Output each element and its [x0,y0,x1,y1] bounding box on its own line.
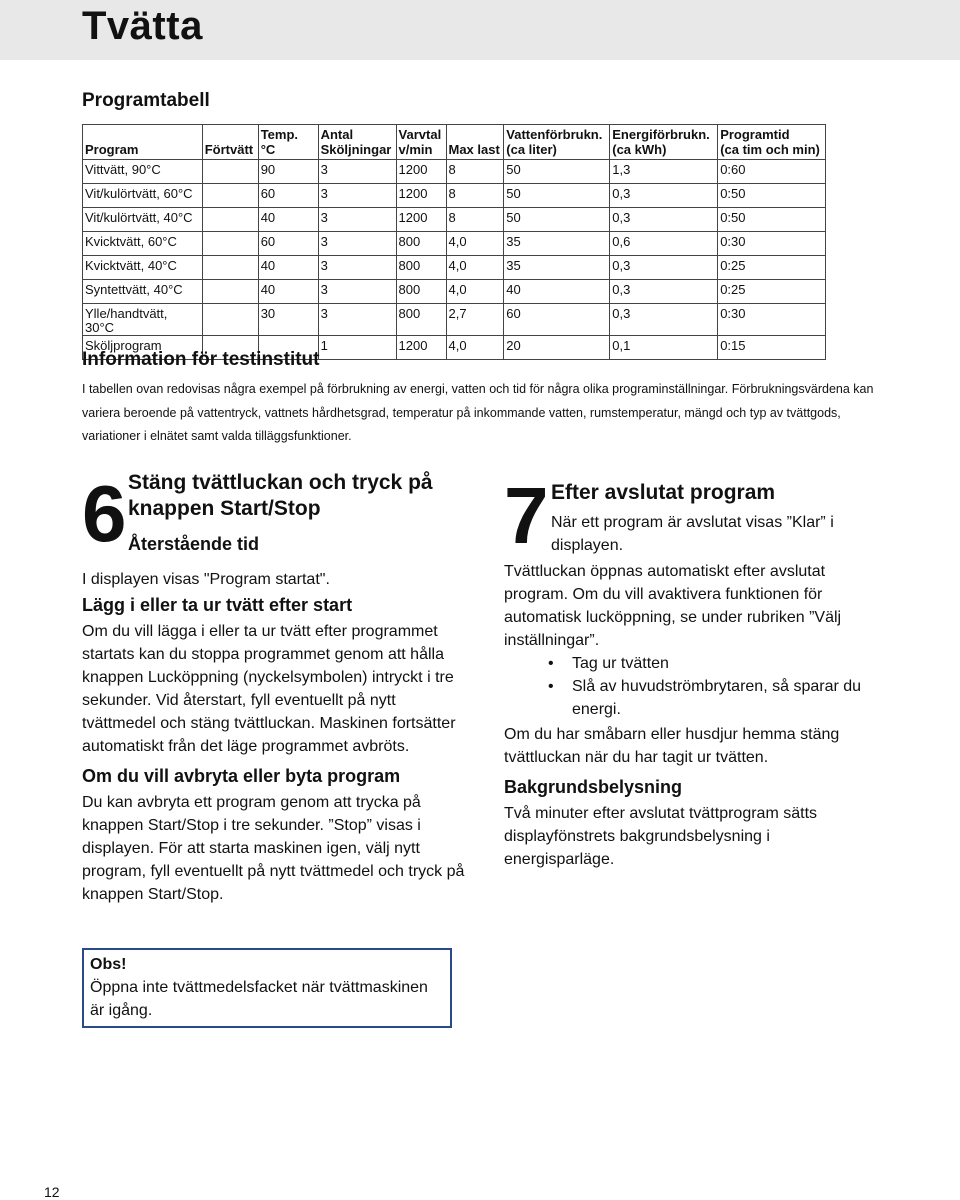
table-cell: 0,3 [610,304,718,336]
table-cell: 1200 [396,208,446,232]
add-remove-heading: Lägg i eller ta ur tvätt efter start [82,595,353,615]
table-cell: 50 [504,208,610,232]
step-7-section [504,470,884,871]
table-cell: 0,3 [610,280,718,304]
table-cell [202,304,258,336]
table-header-cell: Vattenförbrukn. (ca liter) [504,125,610,160]
step-6-number: 6 [82,469,127,558]
table-cell: Kvicktvätt, 60°C [83,232,203,256]
table-row [83,256,826,280]
table-header-cell: Förtvätt [202,125,258,160]
table-cell: 4,0 [446,336,504,360]
table-cell: 40 [258,280,318,304]
table-cell: 800 [396,280,446,304]
table-header-cell: Max last [446,125,504,160]
table-header-cell: Energiförbrukn. (ca kWh) [610,125,718,160]
table-row [83,160,826,184]
table-cell: 1 [318,336,396,360]
table-cell: 0:15 [718,336,826,360]
table-cell: 40 [258,208,318,232]
table-cell: 0:30 [718,304,826,336]
table-cell: 0:50 [718,208,826,232]
table-cell: 3 [318,160,396,184]
table-cell: 35 [504,232,610,256]
backlight-heading: Bakgrundsbelysning [504,777,683,797]
table-cell: 0,1 [610,336,718,360]
step-7-intro: När ett program är avslutat visas ”Klar” i displayen. [551,514,834,554]
table-cell [202,280,258,304]
table-cell: 0:60 [718,160,826,184]
table-cell: Vit/kulörtvätt, 60°C [83,184,203,208]
table-header-cell: Antal Sköljningar [318,125,396,160]
table-cell: 0,6 [610,232,718,256]
cancel-heading: Om du vill avbryta eller byta program [82,766,401,786]
table-cell: 60 [258,232,318,256]
step-7-auto-open-text: Tvättluckan öppnas automatiskt efter avslutat program. Om du vill avaktivera funktionen för automatisk lucköppning, se under rubriken ”Välj inställningar”. [504,563,842,649]
step-6-display-text: I displayen visas "Program startat". [82,571,330,588]
step-6-title [128,470,468,522]
info-text: I tabellen ovan redovisas några exempel på förbrukning av energi, vatten och tid för några olika programinställningar. Förbrukningsvärdena kan variera beroende på vattentryck, vattnets hårdhetsgrad, temperatur på inkommande vatten, rumstemperatur, mängd och typ av tvättgods, variationer i elnätet samt valda tilläggsfunktioner. [82,382,874,443]
table-cell: 0,3 [610,208,718,232]
bullet-icon: • [548,678,554,695]
add-remove-text: Om du vill lägga i eller ta ur tvätt efter programmet startats kan du stoppa programmet genom att hålla knappen Lucköppning (nyckelsymbolen) intryckt i tre sekunder. Vid återstart, fyll eventuellt på nytt tvättmedel och stäng tvättluckan. Maskinen fortsätter automatiskt från det läge programmet avbröts. [82,623,456,755]
table-cell [202,160,258,184]
table-row [83,184,826,208]
table-cell: 40 [258,256,318,280]
table-cell [202,232,258,256]
table-header-cell: Program [83,125,203,160]
table-cell: 1200 [396,160,446,184]
table-cell: 90 [258,160,318,184]
table-cell: 0:25 [718,280,826,304]
table-cell: 800 [396,304,446,336]
step-7-bullet-list [504,652,884,721]
page-number: 12 [44,1184,60,1200]
table-cell: 0,3 [610,256,718,280]
obs-note-box [82,948,452,1028]
table-cell: 1200 [396,184,446,208]
table-cell: 60 [504,304,610,336]
table-cell [202,184,258,208]
table-cell: Syntettvätt, 40°C [83,280,203,304]
table-cell: 30 [258,304,318,336]
step-7-children-text: Om du har småbarn eller husdjur hemma stäng tvättluckan när du har tagit ur tvätten. [504,726,840,766]
cancel-text: Du kan avbryta ett program genom att trycka på knappen Start/Stop i tre sekunder. ”Stop” visas i displayen. För att starta maskinen igen, välj nytt program, fyll eventuellt på nytt tvättmedel och tryck på knappen Start/Stop. [82,794,465,903]
table-cell [202,256,258,280]
table-row [83,280,826,304]
table-cell: Kvicktvätt, 40°C [83,256,203,280]
table-header-cell: Temp. °C [258,125,318,160]
table-cell: 35 [504,256,610,280]
table-row [83,232,826,256]
table-cell: 2,7 [446,304,504,336]
step-7-number: 7 [504,471,549,560]
bullet-item: • Slå av huvudströmbrytaren, så sparar du energi. [504,675,884,721]
table-header-cell: Programtid (ca tim och min) [718,125,826,160]
step-6-title-line2: knappen Start/Stop [128,497,321,520]
table-cell: 8 [446,160,504,184]
backlight-text: Två minuter efter avslutat tvättprogram sätts displayfönstrets bakgrundsbelysning i energisparläge. [504,805,818,868]
bullet-item: • Tag ur tvätten [504,652,884,675]
table-row [83,304,826,336]
bullet-icon: • [548,655,554,672]
table-header-row [83,125,826,160]
table-cell: Vittvätt, 90°C [83,160,203,184]
table-cell: 60 [258,184,318,208]
obs-text: Öppna inte tvättmedelsfacket när tvättmaskinen är igång. [90,979,428,1019]
table-cell: 8 [446,184,504,208]
table-cell: 800 [396,232,446,256]
step-6-title-line1: Stäng tvättluckan och tryck på [128,471,433,494]
table-cell: 0,3 [610,184,718,208]
table-section-title: Programtabell [82,90,210,111]
step-6-section [82,468,467,906]
table-cell: 1200 [396,336,446,360]
table-header-cell: Varvtal v/min [396,125,446,160]
table-cell: 3 [318,184,396,208]
table-cell: 4,0 [446,280,504,304]
table-cell: 50 [504,160,610,184]
page-title: Tvätta [82,4,203,48]
table-cell: Sköljprogram [83,336,203,360]
table-cell: 1,3 [610,160,718,184]
table-cell: Ylle/handtvätt, 30°C [83,304,203,336]
table-cell: 50 [504,184,610,208]
table-cell: 800 [396,256,446,280]
table-row [83,208,826,232]
table-cell: 3 [318,232,396,256]
step-6-subtitle: Återstående tid [128,534,260,554]
table-cell: 20 [504,336,610,360]
table-cell: 3 [318,304,396,336]
info-title: Information för testinstitut [82,349,320,370]
table-cell [202,208,258,232]
table-cell: 0:50 [718,184,826,208]
table-cell: 3 [318,280,396,304]
table-body [83,160,826,360]
table-cell: 8 [446,208,504,232]
table-cell: 3 [318,256,396,280]
table-cell: 3 [318,208,396,232]
table-cell: 4,0 [446,256,504,280]
table-cell: 0:25 [718,256,826,280]
program-table [82,124,826,360]
table-cell: 0:30 [718,232,826,256]
table-cell: 4,0 [446,232,504,256]
step-7-title: Efter avslutat program [551,481,776,504]
obs-title: Obs! [90,956,127,973]
table-cell: 40 [504,280,610,304]
table-cell: Vit/kulörtvätt, 40°C [83,208,203,232]
